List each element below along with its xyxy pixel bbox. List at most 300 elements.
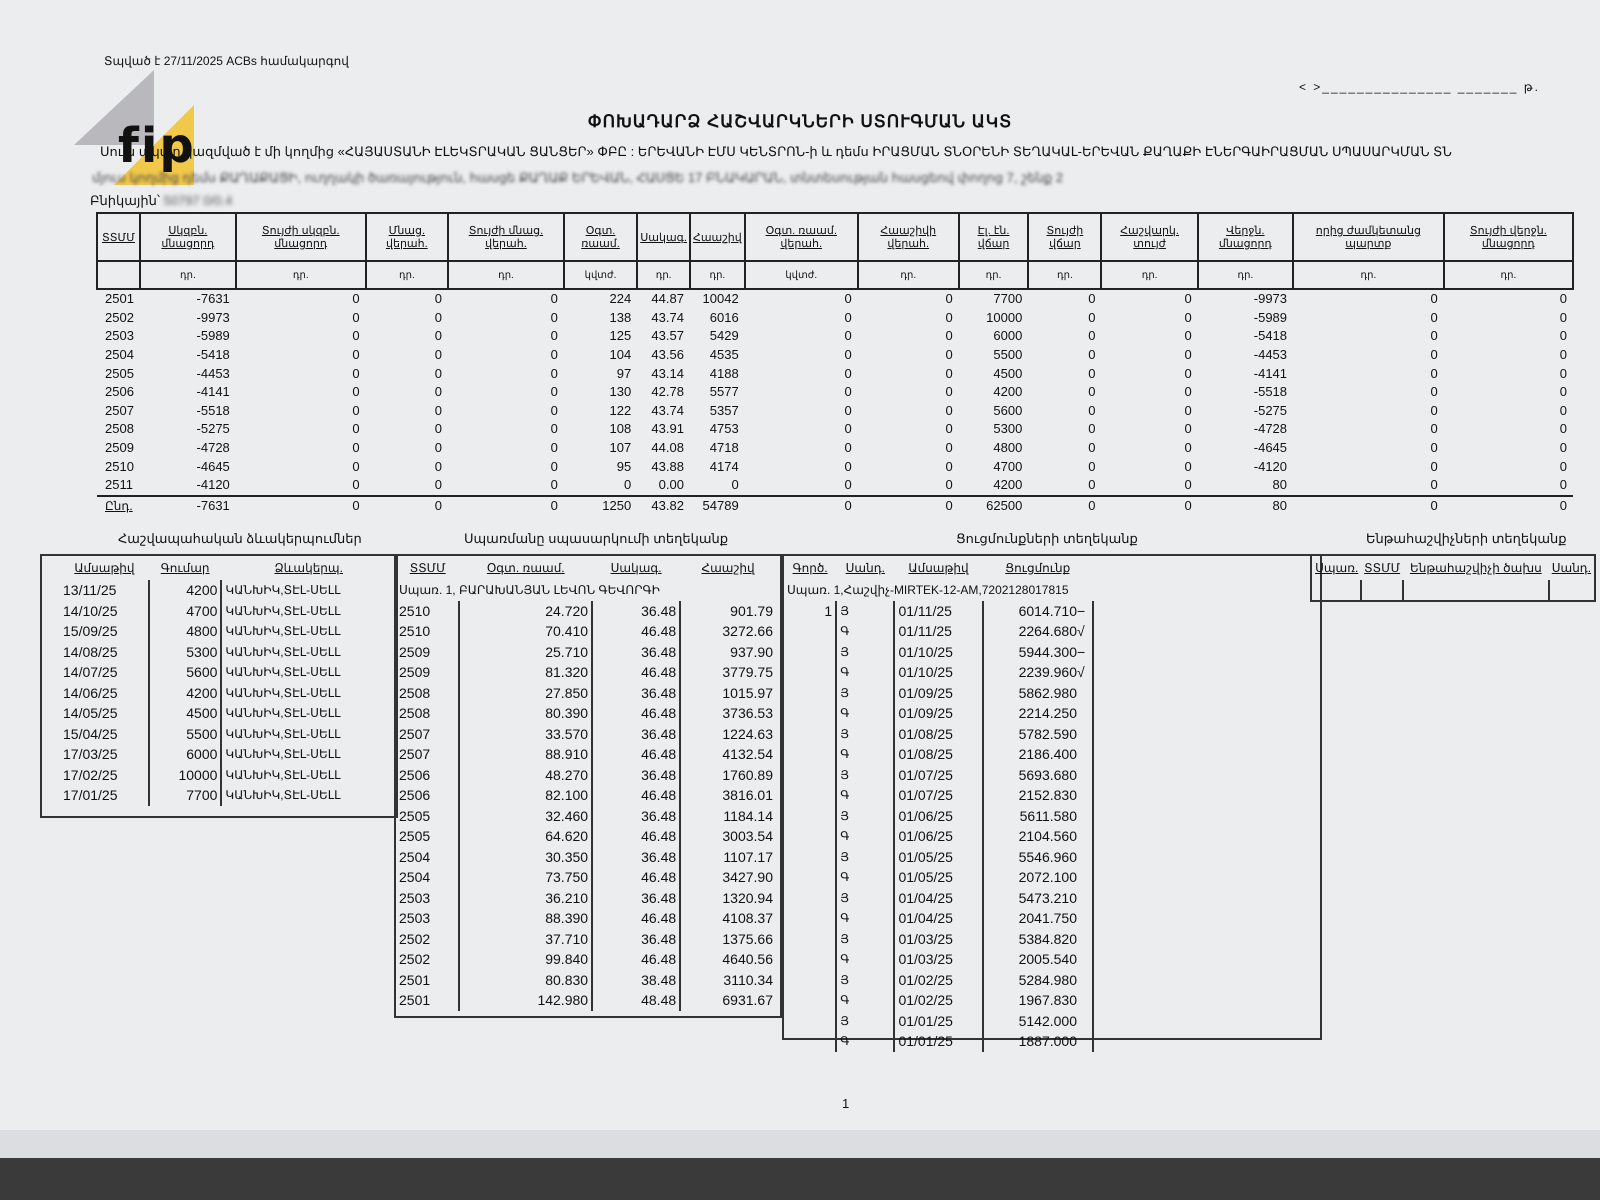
reading-date: 01/05/25 bbox=[894, 847, 982, 868]
reading-value bbox=[983, 703, 1094, 724]
consumption-period: 2507 bbox=[396, 744, 459, 765]
consumption-period: 2504 bbox=[396, 847, 459, 868]
reading-scale: Յ bbox=[836, 929, 894, 950]
main-header-cell: Օգտ. ռաամ. վերահ. bbox=[745, 213, 858, 261]
reading-mark: − bbox=[1077, 602, 1086, 619]
payments-body bbox=[60, 580, 396, 806]
payment-date: 17/01/25 bbox=[60, 785, 149, 806]
reading-type bbox=[784, 806, 836, 827]
consumption-amount: 1224.63 bbox=[722, 725, 773, 742]
consumption-kwh: 82.100 bbox=[459, 785, 592, 806]
main-unit-cell: դր. bbox=[448, 261, 564, 289]
main-cell: 2508 bbox=[105, 421, 134, 437]
main-total-cell: 80 bbox=[1198, 496, 1293, 516]
main-unit-cell: կվտժ. bbox=[564, 261, 637, 289]
readings-body bbox=[784, 580, 1093, 1052]
consumption-amount: 3736.53 bbox=[722, 705, 773, 722]
main-cell: -5989 bbox=[196, 328, 230, 344]
main-cell: -4120 bbox=[196, 477, 230, 493]
main-unit-cell: դր. bbox=[236, 261, 366, 289]
main-cell: 0 bbox=[844, 291, 852, 307]
intro-line-3 bbox=[90, 193, 232, 209]
reading-value bbox=[983, 806, 1094, 827]
reading-row bbox=[784, 621, 1093, 642]
payment-row bbox=[60, 580, 396, 601]
main-cell: 0 bbox=[434, 458, 443, 474]
main-cell: 0 bbox=[1184, 440, 1192, 456]
reading-row bbox=[784, 744, 1093, 765]
consumption-header-cell: Հաաշիվ bbox=[701, 561, 755, 575]
payment-amount: 10000 bbox=[178, 766, 218, 783]
consumption-rate: 36.48 bbox=[592, 806, 680, 827]
readings-meter-line: Սպառ. 1,Հաշվիչ-MIRTEK-12-AM,7202128017815 bbox=[787, 583, 1069, 598]
account-value-redacted: 50797 0/0.4 bbox=[163, 193, 233, 208]
main-cell: 0 bbox=[1559, 291, 1567, 307]
consumption-rate: 48.48 bbox=[592, 990, 680, 1011]
consumption-amount: 3003.54 bbox=[722, 828, 773, 845]
consumption-rate: 46.48 bbox=[592, 908, 680, 929]
consumption-rate: 46.48 bbox=[592, 621, 680, 642]
reading-type bbox=[784, 970, 836, 991]
main-cell: 0 bbox=[550, 440, 558, 456]
reading-row bbox=[784, 867, 1093, 888]
consumption-period: 2506 bbox=[396, 765, 459, 786]
consumption-period: 2503 bbox=[396, 888, 459, 909]
subscribers-header-cell: ՏՏՄՄ bbox=[1364, 561, 1401, 575]
consumption-period: 2509 bbox=[396, 642, 459, 663]
payment-date: 13/11/25 bbox=[60, 580, 149, 601]
readings-meter-row bbox=[784, 580, 1093, 601]
consumption-body bbox=[396, 580, 776, 1011]
main-cell: 0 bbox=[550, 477, 558, 493]
main-cell: 122 bbox=[609, 402, 632, 418]
reading-date: 01/08/25 bbox=[894, 724, 982, 745]
reading-type bbox=[784, 683, 836, 704]
subscribers-header-cell: Ենթահաշվիչի ծախս bbox=[1409, 561, 1542, 575]
consumption-amount: 3779.75 bbox=[722, 664, 773, 681]
main-cell: 7700 bbox=[993, 291, 1023, 307]
main-unit-cell: դր. bbox=[959, 261, 1029, 289]
main-cell: 0 bbox=[623, 477, 632, 493]
main-cell: 0 bbox=[1184, 477, 1192, 493]
main-cell: 0 bbox=[1430, 477, 1438, 493]
reading-date: 01/07/25 bbox=[894, 765, 982, 786]
reading-date: 01/09/25 bbox=[894, 683, 982, 704]
main-total-cell: 0 bbox=[745, 496, 858, 516]
payment-row bbox=[60, 744, 396, 765]
main-cell: 0 bbox=[1088, 402, 1096, 418]
consumption-kwh: 70.410 bbox=[459, 621, 592, 642]
main-cell: 0 bbox=[1430, 421, 1438, 437]
main-cell: 0 bbox=[1184, 347, 1192, 363]
consumption-kwh: 27.850 bbox=[459, 683, 592, 704]
consumption-rate: 36.48 bbox=[592, 724, 680, 745]
reading-value-number: 6014.710 bbox=[1018, 602, 1077, 619]
payment-row bbox=[60, 662, 396, 683]
consumption-row bbox=[396, 847, 776, 868]
main-cell: 0 bbox=[550, 384, 558, 400]
reading-row bbox=[784, 847, 1093, 868]
printed-on-line: Տպված է 27/11/2025 ACBs համակարգով bbox=[104, 54, 349, 68]
main-cell: 43.57 bbox=[651, 328, 684, 344]
main-cell: 0 bbox=[844, 365, 852, 381]
reading-type bbox=[784, 765, 836, 786]
main-total-cell: Ընդ. bbox=[97, 496, 140, 516]
payment-date: 14/05/25 bbox=[60, 703, 149, 724]
payment-description: ԿԱՆԽԻԿ,ՏԷԼ-ՍԵԼԼ bbox=[221, 765, 396, 786]
reading-type bbox=[784, 1011, 836, 1032]
readings-header-cell: Գործ. bbox=[792, 561, 828, 575]
main-table-row bbox=[97, 327, 1573, 346]
main-header-cell: Սակագ. bbox=[637, 213, 690, 261]
reading-type bbox=[784, 642, 836, 663]
consumption-row bbox=[396, 642, 776, 663]
reading-value bbox=[983, 847, 1094, 868]
main-cell: 2504 bbox=[105, 347, 134, 363]
main-cell: 0 bbox=[434, 328, 443, 344]
main-cell: 4535 bbox=[709, 347, 739, 363]
reading-type bbox=[784, 908, 836, 929]
main-cell: -4120 bbox=[1253, 458, 1288, 474]
payment-description: ԿԱՆԽԻԿ,ՏԷԼ-ՍԵԼԼ bbox=[221, 683, 396, 704]
main-header-cell: Վերջն. մնացորդ bbox=[1198, 213, 1293, 261]
main-table-total-row bbox=[97, 496, 1573, 516]
reading-row bbox=[784, 765, 1093, 786]
main-cell: 0 bbox=[434, 421, 443, 437]
reading-date: 01/04/25 bbox=[894, 888, 982, 909]
reading-date: 01/06/25 bbox=[894, 826, 982, 847]
consumption-row bbox=[396, 929, 776, 950]
main-cell: 0 bbox=[945, 291, 953, 307]
consumption-rate: 46.48 bbox=[592, 785, 680, 806]
consumption-rate: 36.48 bbox=[592, 847, 680, 868]
main-cell: 44.08 bbox=[651, 440, 684, 456]
main-cell: 0 bbox=[352, 440, 360, 456]
consumption-kwh: 32.460 bbox=[459, 806, 592, 827]
main-cell: 0 bbox=[550, 365, 558, 381]
reading-type bbox=[784, 724, 836, 745]
reading-scale: Գ bbox=[836, 908, 894, 929]
reading-value bbox=[983, 601, 1094, 622]
reading-value-number: 5284.980 bbox=[1018, 971, 1077, 988]
reading-value bbox=[983, 908, 1094, 929]
main-cell: -9973 bbox=[196, 309, 230, 325]
main-cell: 0 bbox=[1088, 309, 1096, 325]
main-unit-cell: դր. bbox=[1198, 261, 1293, 289]
consumption-row bbox=[396, 990, 776, 1011]
consumption-kwh: 33.570 bbox=[459, 724, 592, 745]
main-cell: 0 bbox=[550, 421, 558, 437]
main-unit-cell: կվտժ. bbox=[745, 261, 858, 289]
main-cell: 4200 bbox=[993, 384, 1023, 400]
payment-row bbox=[60, 724, 396, 745]
main-cell: 0 bbox=[1430, 347, 1438, 363]
main-cell: 0 bbox=[550, 309, 558, 325]
consumption-header-cell: Սակագ. bbox=[610, 561, 662, 575]
main-cell: 0 bbox=[434, 440, 443, 456]
reading-value bbox=[983, 724, 1094, 745]
main-cell: 10042 bbox=[702, 291, 739, 307]
consumption-period: 2508 bbox=[396, 703, 459, 724]
main-total-cell: 0 bbox=[1101, 496, 1197, 516]
main-table-row bbox=[97, 439, 1573, 458]
consumption-amount: 6931.67 bbox=[722, 992, 773, 1009]
main-cell: 43.88 bbox=[651, 458, 684, 474]
reading-scale: Գ bbox=[836, 867, 894, 888]
consumption-kwh: 25.710 bbox=[459, 642, 592, 663]
main-cell: -4645 bbox=[196, 458, 230, 474]
main-cell: 5500 bbox=[993, 347, 1023, 363]
main-cell: 43.56 bbox=[651, 347, 684, 363]
reading-date: 01/11/25 bbox=[894, 621, 982, 642]
main-cell: 42.78 bbox=[651, 384, 684, 400]
main-unit-cell: դր. bbox=[1101, 261, 1197, 289]
subscribers-table bbox=[1312, 556, 1594, 602]
payment-date: 14/10/25 bbox=[60, 601, 149, 622]
reading-scale: Գ bbox=[836, 785, 894, 806]
main-cell: 0 bbox=[434, 365, 443, 381]
payment-amount: 6000 bbox=[186, 746, 218, 763]
main-total-cell: 0 bbox=[858, 496, 959, 516]
reading-value bbox=[983, 785, 1094, 806]
main-cell: 0 bbox=[844, 384, 852, 400]
consumption-kwh: 48.270 bbox=[459, 765, 592, 786]
main-table-row bbox=[97, 383, 1573, 402]
main-total-cell: 0 bbox=[1444, 496, 1573, 516]
payment-description: ԿԱՆԽԻԿ,ՏԷԼ-ՍԵԼԼ bbox=[221, 580, 396, 601]
reading-type bbox=[784, 847, 836, 868]
consumption-amount: 3427.90 bbox=[722, 869, 773, 886]
reading-mark: √ bbox=[1077, 623, 1085, 640]
main-cell: 43.74 bbox=[651, 402, 684, 418]
consumption-amount: 1760.89 bbox=[722, 766, 773, 783]
main-cell: 2507 bbox=[105, 402, 134, 418]
payments-header-cell: Գումար bbox=[160, 561, 210, 575]
consumption-amount: 901.79 bbox=[730, 602, 773, 619]
consumption-rate: 36.48 bbox=[592, 765, 680, 786]
reading-scale: Գ bbox=[836, 703, 894, 724]
main-cell: 0 bbox=[1559, 384, 1567, 400]
main-cell: 130 bbox=[609, 384, 632, 400]
reading-row bbox=[784, 806, 1093, 827]
main-cell: 0 bbox=[1088, 347, 1096, 363]
consumption-kwh: 64.620 bbox=[459, 826, 592, 847]
payment-date: 14/07/25 bbox=[60, 662, 149, 683]
main-cell: 0 bbox=[550, 402, 558, 418]
reading-scale: Յ bbox=[836, 683, 894, 704]
main-header-cell: Տույժի վերջն. մնացորդ bbox=[1444, 213, 1573, 261]
main-cell: 0 bbox=[844, 440, 852, 456]
main-cell: 0 bbox=[352, 309, 360, 325]
reading-date: 01/10/25 bbox=[894, 662, 982, 683]
reading-value-number: 2186.400 bbox=[1018, 746, 1077, 763]
intro-line-1: Սույն ակտը կազմված է մի կողմից «ՀԱՅԱՍՏԱՆԻ ԷԼԵԿՏՐԱԿԱՆ ՑԱՆՑԵՐ» ՓԲԸ : ԵՐԵՎԱՆԻ ԷՄՍ ԿԵՆՏՐՈՆ-ի և դեմս ԻՐԱՑՄԱՆ ՏՆՕՐԵՆԻ ՏԵՂԱԿԱԼ-ԵՐԵՎԱՆ ՔԱՂԱՔԻ ԷՆԵՐԳԱԻՐԱՑՄԱՆ ՍՊԱՍԱՐԿՄԱՆ ՏՆ bbox=[100, 144, 1452, 159]
reading-row bbox=[784, 662, 1093, 683]
main-cell: 5600 bbox=[993, 402, 1023, 418]
main-cell: 224 bbox=[609, 291, 632, 307]
main-cell: 4500 bbox=[993, 365, 1023, 381]
main-cell: 2509 bbox=[105, 440, 134, 456]
consumption-header-cell: Օգտ. ռաամ. bbox=[486, 561, 565, 575]
reading-scale: Գ bbox=[836, 744, 894, 765]
main-cell: 0 bbox=[434, 402, 443, 418]
subscribers-box bbox=[1310, 554, 1596, 602]
main-cell: -4141 bbox=[1253, 365, 1288, 381]
consumption-header-row bbox=[396, 556, 776, 580]
main-cell: 108 bbox=[609, 421, 632, 437]
consumption-rate: 36.48 bbox=[592, 929, 680, 950]
payment-date: 15/09/25 bbox=[60, 621, 149, 642]
main-cell: 107 bbox=[609, 440, 632, 456]
payment-description: ԿԱՆԽԻԿ,ՏԷԼ-ՍԵԼԼ bbox=[221, 703, 396, 724]
page-bottom-edge bbox=[0, 1130, 1600, 1158]
main-cell: 4700 bbox=[993, 458, 1023, 474]
consumption-amount: 4132.54 bbox=[722, 746, 773, 763]
main-cell: -5275 bbox=[1253, 402, 1288, 418]
consumption-meter-line: Սպառ. 1, ԲԱՐԱԽԱՆՅԱՆ ԼԵՎՈՆ ԳԵՎՈՐԳԻ bbox=[399, 583, 660, 598]
main-cell: 10000 bbox=[986, 309, 1023, 325]
main-cell: 2510 bbox=[105, 458, 134, 474]
main-cell: 4200 bbox=[993, 477, 1023, 493]
main-cell: 43.14 bbox=[651, 365, 684, 381]
main-cell: 0 bbox=[844, 477, 852, 493]
main-header-cell: Հաաշիվի վերահ. bbox=[858, 213, 959, 261]
main-header-cell: Հաշվարկ. տույժ bbox=[1101, 213, 1197, 261]
main-cell: 0 bbox=[352, 477, 360, 493]
payment-description: ԿԱՆԽԻԿ,ՏԷԼ-ՍԵԼԼ bbox=[221, 744, 396, 765]
consumption-row bbox=[396, 662, 776, 683]
payment-row bbox=[60, 765, 396, 786]
reading-value bbox=[983, 662, 1094, 683]
payment-description: ԿԱՆԽԻԿ,ՏԷԼ-ՍԵԼԼ bbox=[221, 724, 396, 745]
main-table-row bbox=[97, 289, 1573, 309]
subscribers-header-row bbox=[1312, 556, 1594, 580]
main-cell: 0 bbox=[945, 365, 953, 381]
reading-value bbox=[983, 970, 1094, 991]
reading-date: 01/04/25 bbox=[894, 908, 982, 929]
payment-description: ԿԱՆԽԻԿ,ՏԷԼ-ՍԵԼԼ bbox=[221, 662, 396, 683]
main-cell: -5418 bbox=[1253, 328, 1288, 344]
reading-row bbox=[784, 1011, 1093, 1032]
main-cell: -9973 bbox=[1253, 291, 1288, 307]
payment-description: ԿԱՆԽԻԿ,ՏԷԼ-ՍԵԼԼ bbox=[221, 785, 396, 806]
main-cell: 0 bbox=[1430, 291, 1438, 307]
subscribers-section-title: Ենթահաշվիչների տեղեկանք bbox=[1366, 531, 1567, 546]
main-cell: 0 bbox=[1088, 477, 1096, 493]
main-cell: 0 bbox=[945, 477, 953, 493]
reading-type bbox=[784, 929, 836, 950]
consumption-rate: 36.48 bbox=[592, 601, 680, 622]
consumption-row bbox=[396, 867, 776, 888]
reading-value-number: 2041.750 bbox=[1018, 910, 1077, 927]
main-cell: 0 bbox=[434, 477, 443, 493]
reading-row bbox=[784, 888, 1093, 909]
consumption-kwh: 88.390 bbox=[459, 908, 592, 929]
reading-value-number: 1967.830 bbox=[1018, 992, 1077, 1009]
reading-value bbox=[983, 765, 1094, 786]
reading-row bbox=[784, 724, 1093, 745]
main-cell: 0 bbox=[945, 328, 953, 344]
payment-description: ԿԱՆԽԻԿ,ՏԷԼ-ՍԵԼԼ bbox=[221, 642, 396, 663]
reading-scale: Յ bbox=[836, 642, 894, 663]
main-table-body bbox=[97, 289, 1573, 515]
reading-type bbox=[784, 990, 836, 1011]
reading-date: 01/08/25 bbox=[894, 744, 982, 765]
main-cell: 0 bbox=[352, 384, 360, 400]
consumption-period: 2505 bbox=[396, 826, 459, 847]
main-cell: 138 bbox=[609, 309, 632, 325]
payment-date: 17/02/25 bbox=[60, 765, 149, 786]
main-summary-table bbox=[96, 212, 1574, 515]
reading-row bbox=[784, 970, 1093, 991]
consumption-rate: 46.48 bbox=[592, 867, 680, 888]
reading-value-number: 5473.210 bbox=[1018, 889, 1077, 906]
main-cell: -7631 bbox=[196, 291, 230, 307]
reading-date: 01/07/25 bbox=[894, 785, 982, 806]
reading-row bbox=[784, 642, 1093, 663]
readings-header-cell: Ամսաթիվ bbox=[908, 561, 969, 575]
main-total-cell: 43.82 bbox=[637, 496, 690, 516]
reading-mark: √ bbox=[1077, 664, 1085, 681]
consumption-row bbox=[396, 744, 776, 765]
reading-type bbox=[784, 662, 836, 683]
main-unit-cell: դր. bbox=[366, 261, 448, 289]
consumption-period: 2505 bbox=[396, 806, 459, 827]
main-cell: 0 bbox=[1430, 440, 1438, 456]
readings-header-row bbox=[784, 556, 1093, 580]
main-header-cell: Օգտ. ռաամ. bbox=[564, 213, 637, 261]
main-cell: 0 bbox=[1559, 458, 1567, 474]
consumption-kwh: 36.210 bbox=[459, 888, 592, 909]
payments-header-cell: Ձևակերպ. bbox=[274, 561, 343, 575]
consumption-row bbox=[396, 724, 776, 745]
main-unit-cell: դր. bbox=[858, 261, 959, 289]
readings-header-cell: Ցուցմունք bbox=[1005, 561, 1071, 575]
reading-value bbox=[983, 621, 1094, 642]
payment-description: ԿԱՆԽԻԿ,ՏԷԼ-ՍԵԼԼ bbox=[221, 601, 396, 622]
main-cell: 0 bbox=[1184, 421, 1192, 437]
main-cell: 0 bbox=[1088, 458, 1096, 474]
reading-date: 01/01/25 bbox=[894, 1031, 982, 1052]
reading-value-number: 5862.980 bbox=[1018, 684, 1077, 701]
reading-value bbox=[983, 990, 1094, 1011]
readings-table bbox=[784, 556, 1094, 1052]
consumption-kwh: 88.910 bbox=[459, 744, 592, 765]
reading-value-number: 5693.680 bbox=[1018, 766, 1077, 783]
main-cell: 0 bbox=[1184, 309, 1192, 325]
main-total-cell: 0 bbox=[1293, 496, 1444, 516]
payments-header-row bbox=[60, 556, 396, 580]
reading-value bbox=[983, 1011, 1094, 1032]
consumption-amount: 1320.94 bbox=[722, 889, 773, 906]
reading-row bbox=[784, 949, 1093, 970]
main-cell: 0 bbox=[1559, 309, 1567, 325]
consumption-row bbox=[396, 970, 776, 991]
reading-value-number: 5782.590 bbox=[1018, 725, 1077, 742]
main-header-cell: Մնաց. վերահ. bbox=[366, 213, 448, 261]
payment-amount: 4200 bbox=[186, 684, 218, 701]
main-cell: 0 bbox=[731, 477, 739, 493]
consumption-rate: 46.48 bbox=[592, 703, 680, 724]
main-unit-cell: դր. bbox=[1444, 261, 1573, 289]
main-cell: -4645 bbox=[1253, 440, 1288, 456]
reading-value-number: 2239.960 bbox=[1018, 664, 1077, 681]
consumption-kwh: 80.830 bbox=[459, 970, 592, 991]
account-label: Բնիկային՝ bbox=[90, 193, 160, 208]
payment-date: 14/08/25 bbox=[60, 642, 149, 663]
reading-value bbox=[983, 929, 1094, 950]
main-cell: 2511 bbox=[105, 477, 133, 493]
